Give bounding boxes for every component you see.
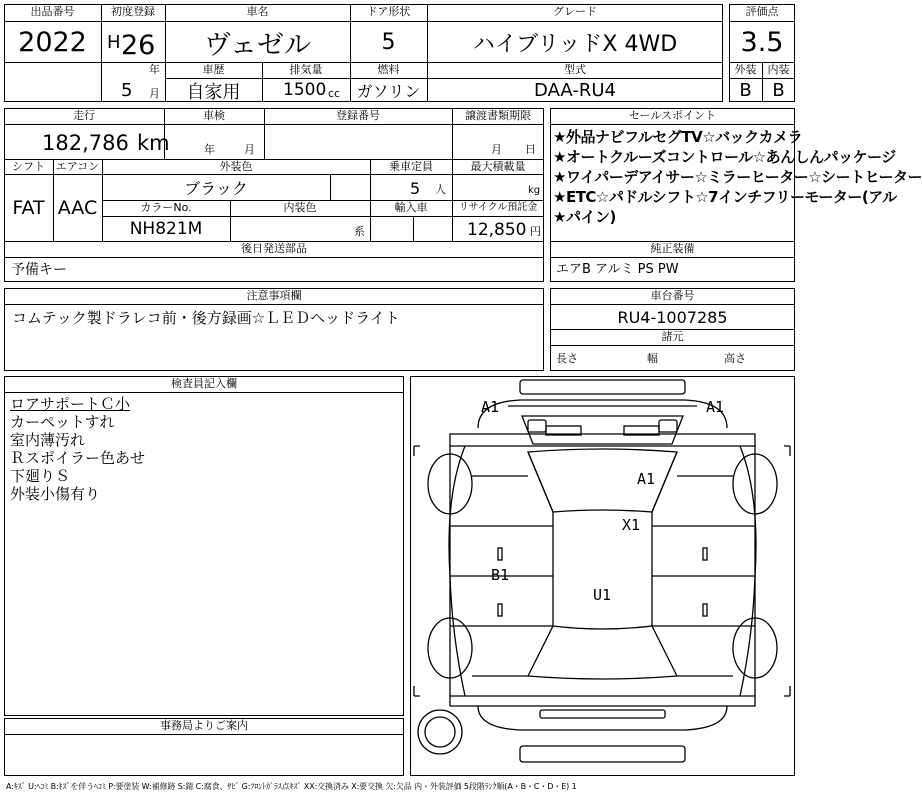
inspector-label: 検査員記入欄: [171, 377, 237, 390]
inspection-year-unit: 年: [204, 143, 215, 156]
capacity-label: 乗車定員: [389, 160, 433, 173]
shift-label: シフト: [12, 160, 45, 173]
lot-number-label: 出品番号: [30, 5, 75, 18]
fuel: ガソリン: [356, 82, 421, 101]
score: 3.5: [740, 26, 784, 58]
interior-label: 内装: [767, 63, 790, 76]
sales-point-line: ★パイン): [553, 208, 616, 226]
equipment-label: 純正装備: [650, 242, 695, 255]
chassis-label: 車台番号: [650, 289, 695, 302]
caution-value: コムテック製ドラレコ前・後方録画☆ＬＥＤヘッドライト: [12, 309, 400, 327]
import-label: 輸入車: [394, 201, 428, 214]
first-reg-label: 初度登録: [111, 5, 155, 18]
later-parts-label: 後日発送部品: [241, 242, 307, 255]
month-unit: 月: [149, 87, 160, 100]
sales-points-label: セールスポイント: [628, 109, 716, 122]
transfer-month-unit: 月: [491, 143, 502, 156]
lot-number: 2022: [18, 26, 87, 58]
shift: FAT: [12, 197, 45, 219]
later-parts-value: 予備キー: [11, 262, 67, 278]
exterior-grade: B: [739, 80, 752, 101]
car-name-label: 車名: [246, 5, 269, 18]
max-load-unit: kg: [528, 185, 541, 196]
inspector-note: 下廻りＳ: [10, 467, 71, 485]
width-label: 幅: [647, 352, 658, 365]
interior-grade: B: [772, 80, 785, 101]
recycle-fee: 12,850: [467, 220, 527, 240]
transfer-day-unit: 日: [525, 143, 536, 156]
exterior-label: 外装: [734, 63, 757, 76]
caution-label: 注意事項欄: [246, 289, 302, 302]
sales-point-line: ★ETC☆パドルシフト☆7インチフリーモーター(アル: [553, 188, 897, 206]
transfer-label: 譲渡書類期限: [465, 109, 531, 122]
ext-color-label: 外装色: [219, 160, 253, 173]
inspector-note: 室内薄汚れ: [10, 431, 86, 449]
mileage-unit: km: [137, 131, 170, 155]
damage-mark: A1: [706, 398, 725, 416]
car-diagram: [410, 376, 795, 776]
ac-label: エアコン: [55, 160, 100, 173]
fuel-label: 燃料: [377, 63, 400, 76]
inspection-month-unit: 月: [244, 143, 255, 156]
capacity: 5: [410, 179, 421, 198]
damage-mark: B1: [491, 566, 510, 584]
reg-no-label: 登録番号: [336, 109, 380, 122]
equipment-value: エアB アルミ PS PW: [556, 262, 679, 277]
model: DAA-RU4: [534, 80, 616, 101]
year-unit: 年: [149, 63, 160, 76]
inspector-note: カーペットすれ: [10, 413, 115, 431]
damage-mark: A1: [481, 398, 500, 416]
door-label: ドア形状: [366, 5, 411, 18]
inspector-notes: [10, 395, 145, 503]
recycle-unit: 円: [530, 225, 541, 238]
ac: AAC: [57, 197, 98, 219]
displacement: 1500: [283, 80, 327, 100]
int-color-unit: 系: [354, 225, 365, 238]
mileage: 182,786: [42, 131, 129, 155]
model-label: 型式: [564, 63, 586, 76]
color-no-label: カラーNo.: [140, 201, 192, 214]
era-letter: H: [107, 32, 121, 53]
legend: A:ｷｽﾞ U:ﾍｺﾐ B:ｷｽﾞを伴うﾍｺﾐ P:要塗装 W:補修跡 S:錆 C:腐食、ｻﾋﾞ G:ﾌﾛﾝﾄｶﾞﾗｽ点ｷｽﾞ XX:交換済み X:要交換 欠:欠品 内・外装評価 5段階ﾗﾝｸ順(A・B・C・D・E) 1: [6, 782, 577, 791]
history-label: 車歴: [202, 63, 225, 76]
int-color-label: 内装色: [283, 201, 317, 214]
inspector-note: ロアサポートＣ小: [10, 395, 131, 413]
score-label: 評価点: [745, 5, 779, 18]
grade: ハイブリッドX 4WD: [472, 31, 678, 57]
damage-mark: X1: [622, 516, 641, 534]
recycle-label: リサイクル預託金: [458, 202, 538, 213]
color-no: NH821M: [129, 219, 203, 239]
sales-point-line: ★外品ナビフルセグTV☆バックカメラ: [553, 128, 803, 146]
displacement-label: 排気量: [289, 63, 323, 76]
door: 5: [381, 29, 396, 55]
displacement-unit: cc: [328, 87, 341, 100]
car-name: ヴェゼル: [204, 29, 311, 61]
history: 自家用: [186, 81, 241, 103]
height-label: 高さ: [724, 352, 746, 365]
first-reg-month: 5: [121, 80, 133, 101]
inspection-label: 車検: [203, 109, 225, 122]
sales-point-line: ★オートクルーズコントロール☆あんしんパッケージ: [553, 148, 896, 166]
first-reg-year: 26: [121, 30, 156, 61]
damage-mark: A1: [637, 470, 656, 488]
chassis-value: RU4-1007285: [617, 307, 728, 327]
ext-color: ブラック: [184, 179, 248, 198]
inspector-note: Ｒスポイラー色あせ: [10, 449, 146, 467]
sales-points-list: [553, 127, 922, 227]
length-label: 長さ: [556, 352, 578, 365]
damage-mark: U1: [593, 586, 612, 604]
office-label: 事務局よりご案内: [160, 719, 248, 732]
max-load-label: 最大積載量: [470, 160, 526, 173]
grade-label: グレード: [553, 5, 597, 18]
sales-point-line: ★ワイパーデアイサー☆ミラーヒーター☆シートヒーター: [553, 168, 922, 186]
capacity-unit: 人: [435, 183, 446, 196]
dimensions-label: 諸元: [661, 330, 684, 343]
mileage-label: 走行: [73, 109, 95, 122]
inspector-note: 外装小傷有り: [10, 485, 101, 503]
